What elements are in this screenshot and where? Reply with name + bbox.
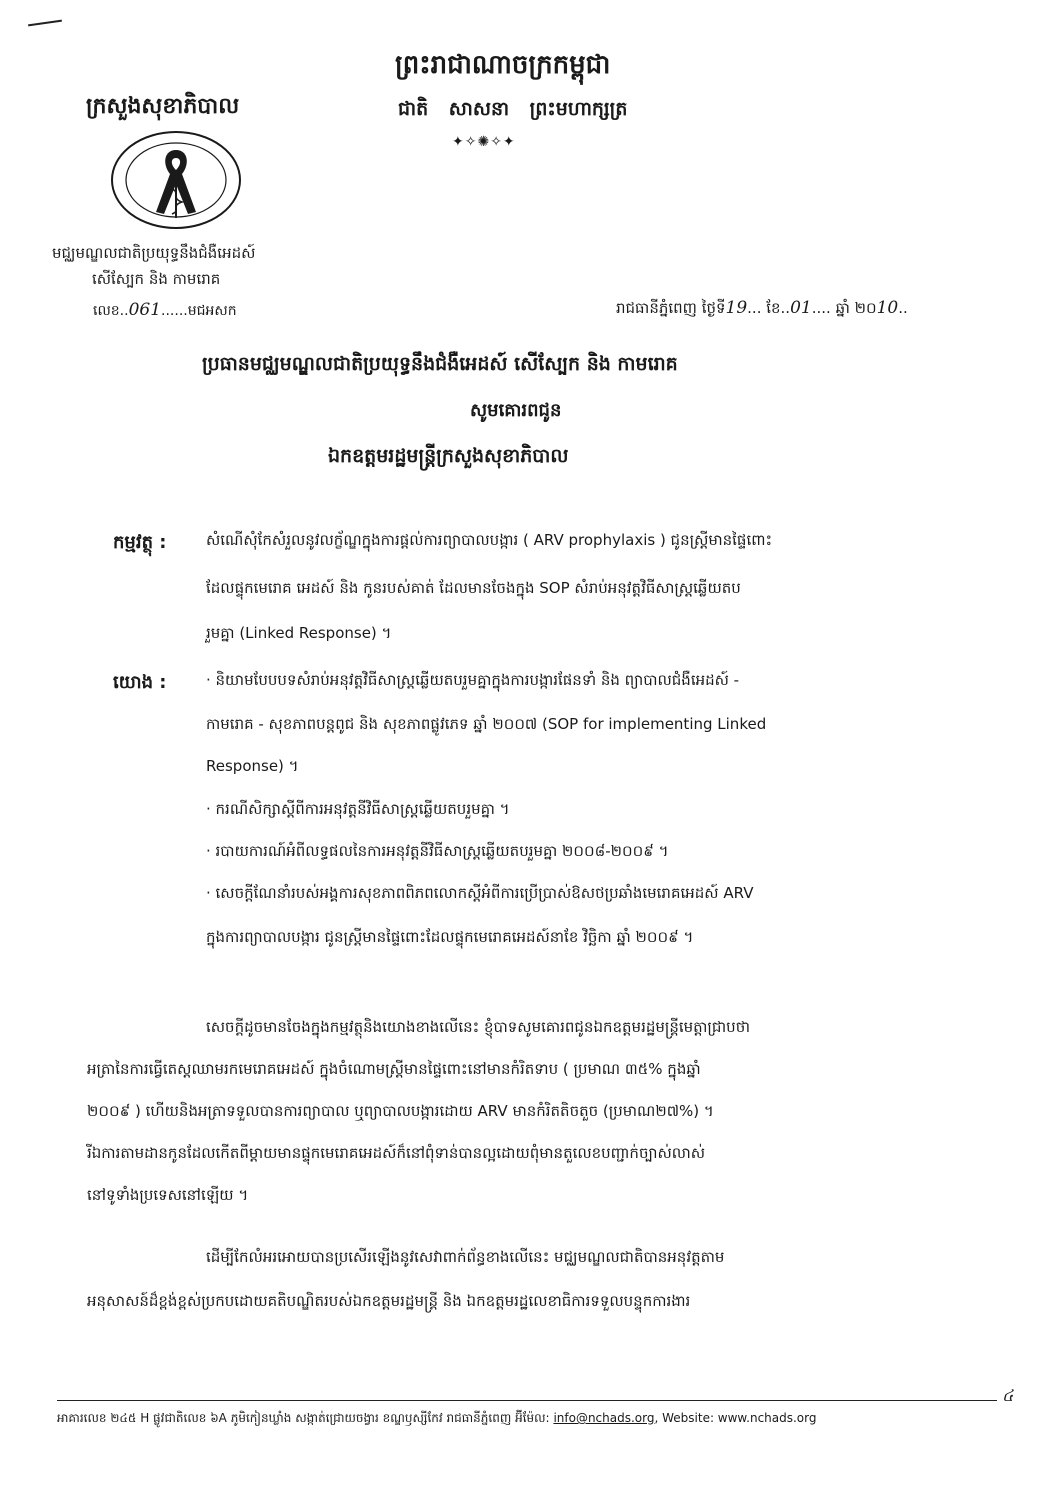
header-ornament: ✦✧✺✧✦ [452, 134, 516, 150]
reference-line: កាមរោគ - សុខភាពបន្តពូជ និង សុខភាពផ្លូវភេទ ឆ្នាំ ២០០៧ (SOP for implementing Linked [206, 715, 767, 733]
body-paragraph-line: អនុសាសន៍ដ៏ខ្ពង់ខ្ពស់ប្រកបដោយគតិបណ្ឌិតរបស់ឯកឧត្តមរដ្ឋមន្ត្រី និង ឯកឧត្តមរដ្ឋលេខាធិការទទួលបន្ទុកការងារ [87, 1292, 691, 1310]
letter-from: ប្រធានមជ្ឈមណ្ឌលជាតិប្រយុទ្ធនឹងជំងឺអេដស៍ សើស្បែក និង កាមរោគ [202, 353, 678, 375]
page-number: ៤ [1002, 1386, 1014, 1405]
date-year: 10 [876, 298, 899, 318]
footer-website[interactable]: , Website: www.nchads.org [654, 1411, 817, 1425]
footer-address [57, 1410, 817, 1428]
letter-respect: សូមគោរពជូន [470, 400, 562, 421]
letter-date: រាជធានីភ្នំពេញ ថ្ងៃទី19... ខែ..01.... ឆ្នាំ ២០10.. [616, 298, 908, 318]
reference-line: Response) ។ [206, 757, 299, 775]
footer-address-text: អាគារលេខ ២៤៥ H ផ្លូវជាតិលេខ ៦A ភូមិកៀនឃ្លាំង សង្កាត់ជ្រោយចង្វារ ខណ្ឌឫស្សីកែវ រាជធានីភ្នំពេញ អ៊ីម៉ែល: [57, 1411, 550, 1425]
center-name-line1: មជ្ឈមណ្ឌលជាតិប្រយុទ្ធនឹងជំងឺអេដស៍ [52, 244, 256, 262]
body-paragraph-line: ២០០៩ ) ហើយនិងអត្រាទទួលបានការព្យាបាល ឬព្យាបាលបង្ការដោយ ARV មានកំរិតតិចតួច (ប្រមាណ២៧%) ។ [87, 1102, 714, 1120]
corner-pen-mark [28, 20, 62, 27]
body-paragraph-line: សេចក្តីដូចមានចែងក្នុងកម្មវត្ថុនិងយោងខាងលើនេះ ខ្ញុំបាទសូមគោរពជូនឯកឧត្តមរដ្ឋមន្ត្រីមេត្តាជ្រាបថា [206, 1018, 750, 1036]
subject-line: រួមគ្នា (Linked Response) ។ [206, 624, 392, 642]
ministry-name: ក្រសួងសុខាភិបាល [86, 94, 240, 119]
footer-divider [57, 1400, 997, 1401]
national-motto: ជាតិ សាសនា ព្រះមហាក្សត្រ [398, 98, 628, 120]
reference-number: លេខ..061......មជអសក [93, 300, 237, 320]
reference-line: · របាយការណ៍អំពីលទ្ធផលនៃការអនុវត្តនីវិធីសាស្ត្រឆ្លើយតបរួមគ្នា ២០០៨-២០០៩ ។ [206, 842, 669, 860]
ref-suffix: មជអសក [187, 303, 237, 319]
kingdom-title: ព្រះរាជាណាចក្រកម្ពុជា [395, 50, 611, 80]
reference-line: ក្នុងការព្យាបាលបង្ការ ជូនស្ត្រីមានផ្ទៃពោះដែលផ្ទុកមេរោគអេដស៍នាខែ វិច្ឆិកា ឆ្នាំ ២០០៩ ។ [206, 928, 694, 946]
center-name-line2: សើស្បែក និង កាមរោគ [92, 270, 221, 288]
body-paragraph-line: ដើម្បីកែលំអរអោយបានប្រសើរឡើងនូវសេវាពាក់ព័ន្ធខាងលើនេះ មជ្ឈមណ្ឌលជាតិបានអនុវត្តតាម [206, 1248, 725, 1266]
date-prefix: រាជធានីភ្នំពេញ ថ្ងៃទី [616, 299, 726, 317]
body-paragraph-line: នៅទូទាំងប្រទេសនៅឡើយ ។ [87, 1186, 249, 1204]
references-label: យោង : [113, 672, 167, 693]
reference-line: · និយាមបែបបទសំរាប់អនុវត្តវិធីសាស្ត្រឆ្លើយតបរួមគ្នាក្នុងការបង្ការផែនទាំ និង ព្យាបាលជំងឺអេដស៍ - [206, 671, 740, 689]
body-paragraph-line: អត្រានៃការធ្វើតេស្តឈាមរកមេរោគអេដស៍ ក្នុងចំណោមស្ត្រីមានផ្ទៃពោះនៅមានកំរិតទាប ( ប្រមាណ ៣៥% ក្នុងឆ្នាំ [87, 1060, 701, 1078]
reference-line: · ករណីសិក្សាស្តីពីការអនុវត្តនីវិធីសាស្ត្រឆ្លើយតបរួមគ្នា ។ [206, 800, 510, 818]
letter-to: ឯកឧត្តមរដ្ឋមន្ត្រីក្រសួងសុខាភិបាល [328, 445, 569, 467]
ref-prefix: លេខ [93, 303, 120, 319]
ref-number-handwritten: 061 [128, 300, 162, 320]
date-month: 01 [790, 298, 812, 318]
date-year-label: ឆ្នាំ ២០ [835, 299, 877, 317]
footer-email-link[interactable]: info@nchads.org [553, 1411, 655, 1425]
subject-line: សំណើសុំកែសំរួលនូវលក្ខ័ណ្ឌក្នុងការផ្តល់ការព្យាបាលបង្ការ ( ARV prophylaxis ) ជូនស្ត្រីមានផ្ទៃពោះ [206, 531, 773, 549]
date-day: 19 [725, 298, 748, 318]
reference-line: · សេចក្តីណែនាំរបស់អង្គការសុខភាពពិភពលោកស្តីអំពីការប្រើប្រាស់ឱសថប្រឆាំងមេរោគអេដស៍ ARV [206, 884, 754, 902]
body-paragraph-line: រីឯការតាមដានកូនដែលកើតពីម្តាយមានផ្ទុកមេរោគអេដស៍ក៏នៅពុំទាន់បានល្អដោយពុំមានតួលេខបញ្ជាក់ច្បាស់លាស់ [87, 1144, 706, 1162]
date-month-label: ខែ [766, 299, 781, 317]
ministry-seal-logo [106, 128, 246, 232]
subject-label: កម្មវត្ថុ : [113, 532, 167, 553]
subject-line: ដែលផ្ទុកមេរោគ អេដស៍ និង កូនរបស់គាត់ ដែលមានចែងក្នុង SOP សំរាប់អនុវត្តវិធីសាស្ត្រឆ្លើយតប [206, 579, 741, 597]
